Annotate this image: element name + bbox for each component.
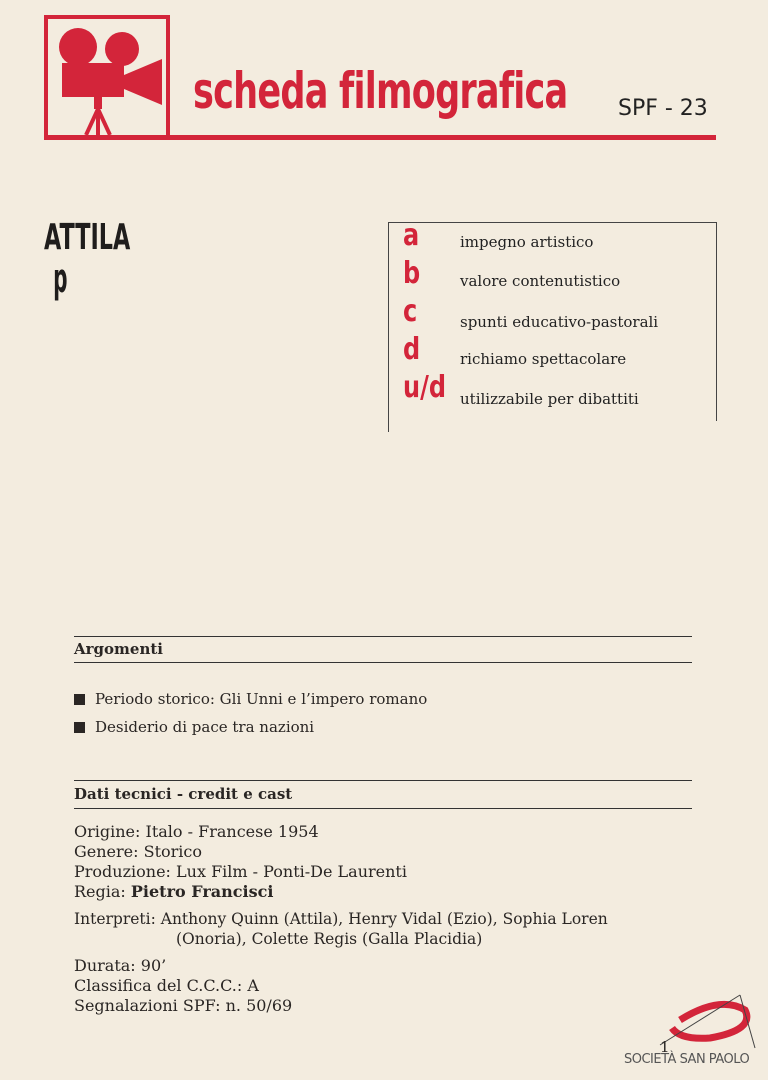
produzione: Produzione: Lux Film - Ponti-De Laurenti	[74, 862, 407, 881]
genere: Genere: Storico	[74, 842, 202, 861]
rating-letter-c: c	[403, 294, 418, 329]
regia	[74, 882, 273, 901]
origine: Origine: Italo - Francese 1954	[74, 822, 319, 841]
rating-letter-ud: u/d	[403, 370, 447, 405]
list-item-text: Periodo storico: Gli Unni e l’impero romano	[95, 690, 428, 708]
list-item	[74, 718, 314, 736]
list-item	[74, 690, 427, 708]
divider	[74, 636, 692, 637]
rating-label-b: valore contenutistico	[460, 272, 621, 290]
series-code: SPF - 23	[618, 96, 708, 121]
page-number: 1	[660, 1038, 670, 1056]
interpreti-cont: (Onoria), Colette Regis (Galla Placidia)	[176, 930, 483, 948]
rating-letter-b: b	[403, 256, 421, 291]
film-title: ATTILA	[44, 217, 131, 258]
segnalazioni: Segnalazioni SPF: n. 50/69	[74, 996, 293, 1015]
rating-letter-a: a	[403, 218, 420, 253]
bullet-square-icon	[74, 694, 85, 705]
divider	[74, 780, 692, 781]
classifica: Classifica del C.C.C.: A	[74, 976, 259, 995]
divider	[74, 808, 692, 809]
page-title: scheda filmografica	[193, 62, 568, 120]
publisher-name: SOCIETÀ SAN PAOLO	[624, 1052, 750, 1067]
rating-label-a: impegno artistico	[460, 233, 594, 251]
divider	[74, 662, 692, 663]
film-camera-icon	[50, 25, 165, 137]
interpreti: Interpreti: Anthony Quinn (Attila), Henry Vidal (Ezio), Sophia Loren	[74, 910, 608, 928]
film-rating: d	[53, 260, 68, 306]
rating-label-ud: utilizzabile per dibattiti	[460, 390, 639, 408]
durata: Durata: 90’	[74, 956, 167, 975]
regia-label: Regia:	[74, 882, 131, 901]
section-heading-argomenti: Argomenti	[74, 640, 163, 658]
rating-box-tick	[388, 420, 389, 432]
regia-name: Pietro Francisci	[130, 882, 274, 901]
rating-label-c: spunti educativo-pastorali	[460, 313, 659, 331]
bullet-square-icon	[74, 722, 85, 733]
list-item-text: Desiderio di pace tra nazioni	[95, 718, 315, 736]
header-rule	[44, 135, 716, 140]
rating-letter-d: d	[403, 332, 421, 367]
rating-label-d: richiamo spettacolare	[460, 350, 627, 368]
section-heading-tecnici: Dati tecnici - credit e cast	[74, 785, 293, 803]
